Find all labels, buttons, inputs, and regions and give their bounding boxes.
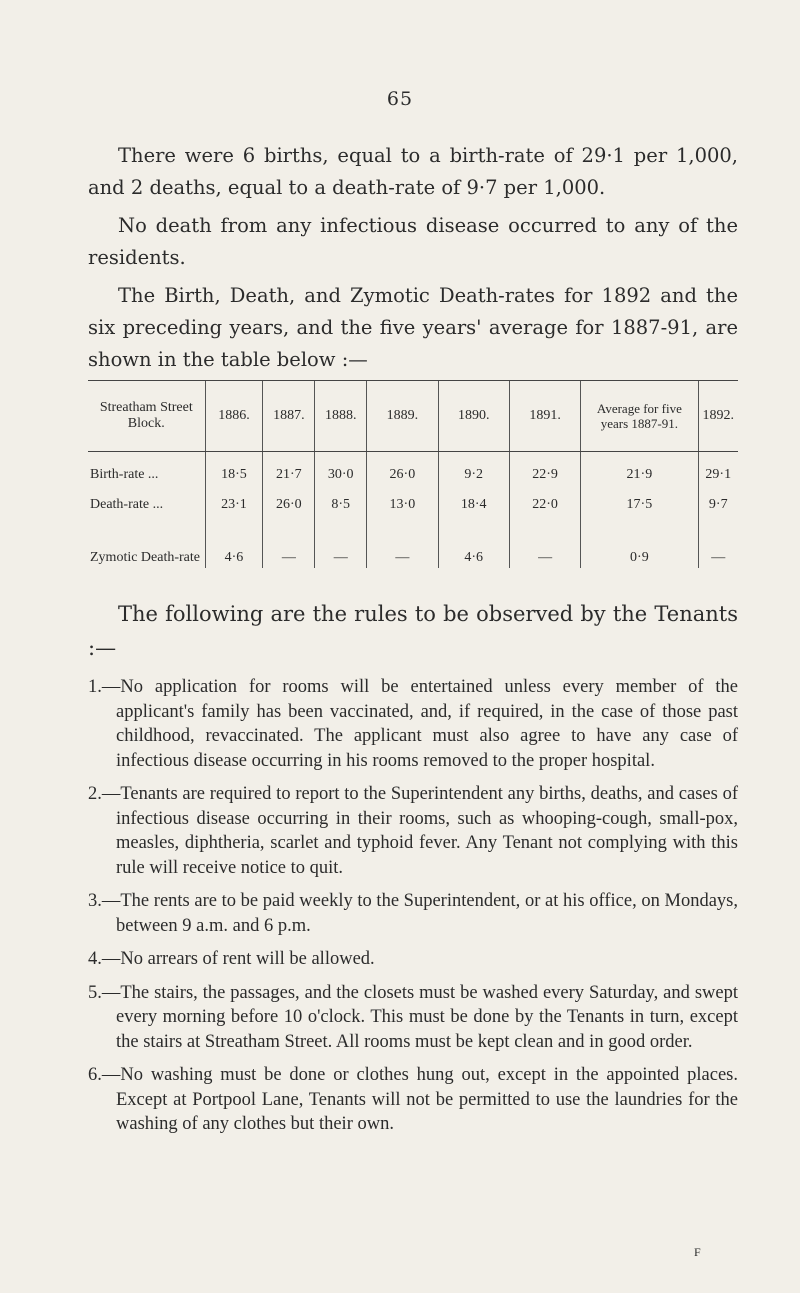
- table-cell: 30·0: [315, 460, 367, 490]
- table-cell: 21·9: [581, 460, 698, 490]
- rule-item: [88, 1063, 738, 1137]
- table-row: [88, 520, 738, 568]
- rule-text: —No arrears of rent will be allowed.: [101, 949, 375, 969]
- rule-text: —No washing must be done or clothes hung out, except in the appointed places. Except at Portpool Lane, Tenants will not be permitted to use the laundries for the washing of any clothes but their own.: [101, 1065, 738, 1134]
- header-1890: 1890.: [438, 381, 509, 452]
- table-cell: 21·7: [263, 460, 315, 490]
- intro-text: [88, 140, 738, 382]
- rule-item: [88, 947, 738, 972]
- rule-item: [88, 981, 738, 1055]
- table-cell: 29·1: [698, 460, 738, 490]
- rates-table: [88, 380, 738, 568]
- table-row: [88, 460, 738, 490]
- table-cell: 17·5: [581, 490, 698, 520]
- table-cell: 9·7: [698, 490, 738, 520]
- rule-item: [88, 782, 738, 880]
- table-cell: —: [698, 520, 738, 568]
- rules-intro: The following are the rules to be observed by the Tenants :—: [88, 602, 738, 660]
- rule-text: —The stairs, the passages, and the closets must be washed every Saturday, and swept every morning before 10 o'clock. This must be done by the Tenants in turn, except the stairs at Streatham Street. All rooms must be kept clean and in good order.: [101, 982, 738, 1052]
- intro-paragraph: The Birth, Death, and Zymotic Death-rates for 1892 and the six preceding years, and the five years' average for 1887-91, are shown in the table below :—: [88, 284, 738, 371]
- header-average: Average for five years 1887-91.: [581, 381, 698, 452]
- rule-number: 2.: [88, 784, 102, 804]
- rule-number: 6.: [88, 1065, 102, 1085]
- header-block: Streatham Street Block.: [88, 381, 205, 452]
- rule-item: [88, 889, 738, 938]
- table-cell: —: [315, 520, 367, 568]
- table-cell: 18·4: [438, 490, 509, 520]
- table-cell: 4·6: [438, 520, 509, 568]
- table-header-row: [88, 381, 738, 452]
- rules-list: [88, 675, 738, 1146]
- row-label: Birth-rate ...: [90, 467, 159, 482]
- table-cell: 23·1: [205, 490, 263, 520]
- rule-text: —No application for rooms will be entertained unless every member of the applicant's family has been vaccinated, and, if required, in the case of those past childhood, revaccinated. The applicant must also agree to have any case of infectious disease occurring in his rooms removed to the proper hospital.: [101, 677, 738, 771]
- table-cell: 8·5: [315, 490, 367, 520]
- row-label: Death-rate ...: [90, 497, 164, 512]
- rule-text: —The rents are to be paid weekly to the Superintendent, or at his office, on Mondays, between 9 a.m. and 6 p.m.: [101, 891, 738, 936]
- rule-text: —Tenants are required to report to the Superintendent any births, deaths, and cases of infectious disease occurring in their rooms, such as whooping-cough, small-pox, measles, diphtheria, scarlet and typhoid fever. Any Tenant not complying with this rule will receive notice to quit.: [101, 784, 738, 878]
- signature-mark: F: [694, 1245, 701, 1259]
- row-label: Zymotic Death-rate: [90, 550, 201, 565]
- table-cell: 22·0: [509, 490, 580, 520]
- table-cell: 18·5: [205, 460, 263, 490]
- table-cell: 9·2: [438, 460, 509, 490]
- table-cell: 13·0: [367, 490, 438, 520]
- header-1888: 1888.: [315, 381, 367, 452]
- table-cell: 22·9: [509, 460, 580, 490]
- table-cell: —: [367, 520, 438, 568]
- table-cell: 0·9: [581, 520, 698, 568]
- table-cell: —: [509, 520, 580, 568]
- rule-number: 3.: [88, 891, 102, 911]
- rule-item: [88, 675, 738, 773]
- intro-paragraph: There were 6 births, equal to a birth-rate of 29·1 per 1,000, and 2 deaths, equal to a death-rate of 9·7 per 1,000.: [88, 144, 738, 199]
- page-number: 65: [386, 88, 414, 110]
- table-cell: —: [263, 520, 315, 568]
- rule-number: 1.: [88, 677, 102, 697]
- intro-paragraph: No death from any infectious disease occurred to any of the residents.: [88, 214, 738, 269]
- header-1889: 1889.: [367, 381, 438, 452]
- header-1891: 1891.: [509, 381, 580, 452]
- table-cell: 26·0: [367, 460, 438, 490]
- rule-number: 5.: [88, 982, 102, 1003]
- header-1892: 1892.: [698, 381, 738, 452]
- header-1886: 1886.: [205, 381, 263, 452]
- rule-number: 4.: [88, 949, 102, 969]
- table-cell: 4·6: [205, 520, 263, 568]
- table-row: [88, 490, 738, 520]
- header-1887: 1887.: [263, 381, 315, 452]
- table-cell: 26·0: [263, 490, 315, 520]
